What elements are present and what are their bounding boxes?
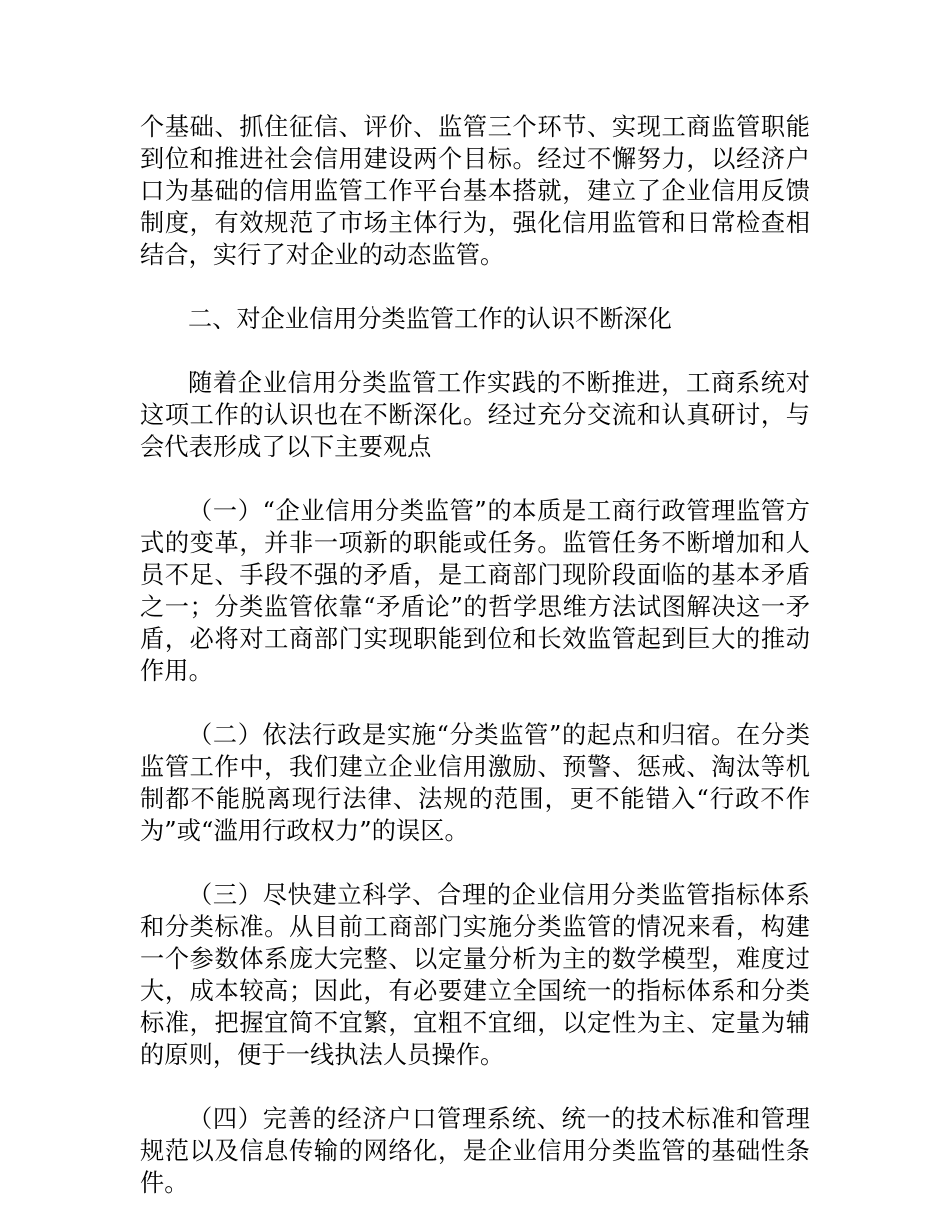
paragraph-spacer [140, 335, 810, 367]
paragraph-intro: 随着企业信用分类监管工作实践的不断推进，工商系统对这项工作的认识也在不断深化。经过充分交流和认真研讨，与会代表形成了以下主要观点 [140, 369, 810, 461]
paragraph-continuation: 个基础、抓住征信、评价、监管三个环节、实现工商监管职能到位和推进社会信用建设两个目标。经过不懈努力，以经济户口为基础的信用监管工作平台基本搭就，建立了企业信用反馈制度，有效规范了市场主体行为，强化信用监管和日常检查相结合，实行了对企业的动态监管。 [140, 113, 810, 269]
document-body [140, 111, 810, 1199]
paragraph-point-3: （三）尽快建立科学、合理的企业信用分类监管指标体系和分类标准。从目前工商部门实施分类监管的情况来看，构建一个参数体系庞大完整、以定量分析为主的数学模型，难度过大，成本较高；因此，有必要建立全国统一的指标体系和分类标准，把握宜简不宜繁，宜粗不宜细，以定性为主、定量为辅的原则，便于一线执法人员操作。 [140, 881, 810, 1069]
paragraph-point-4: （四）完善的经济户口管理系统、统一的技术标准和管理规范以及信息传输的网络化，是企业信用分类监管的基础性条件。 [140, 1105, 810, 1197]
paragraph-point-1: （一）“企业信用分类监管”的本质是工商行政管理监管方式的变革，并非一项新的职能或任务。监管任务不断增加和人员不足、手段不强的矛盾，是工商部门现阶段面临的基本矛盾之一；分类监管依靠“矛盾论”的哲学思维方法试图解决这一矛盾，必将对工商部门实现职能到位和长效监管起到巨大的推动作用。 [140, 497, 810, 685]
paragraph-spacer [140, 687, 810, 719]
paragraph-spacer [140, 1071, 810, 1103]
paragraph-point-2: （二）依法行政是实施“分类监管”的起点和归宿。在分类监管工作中，我们建立企业信用激励、预警、惩戒、淘汰等机制都不能脱离现行法律、法规的范围，更不能错入“行政不作为”或“滥用行政权力”的误区。 [140, 721, 810, 845]
paragraph-spacer [140, 271, 810, 303]
paragraph-spacer [140, 847, 810, 879]
section-heading: 二、对企业信用分类监管工作的认识不断深化 [188, 305, 672, 333]
paragraph-spacer [140, 463, 810, 495]
